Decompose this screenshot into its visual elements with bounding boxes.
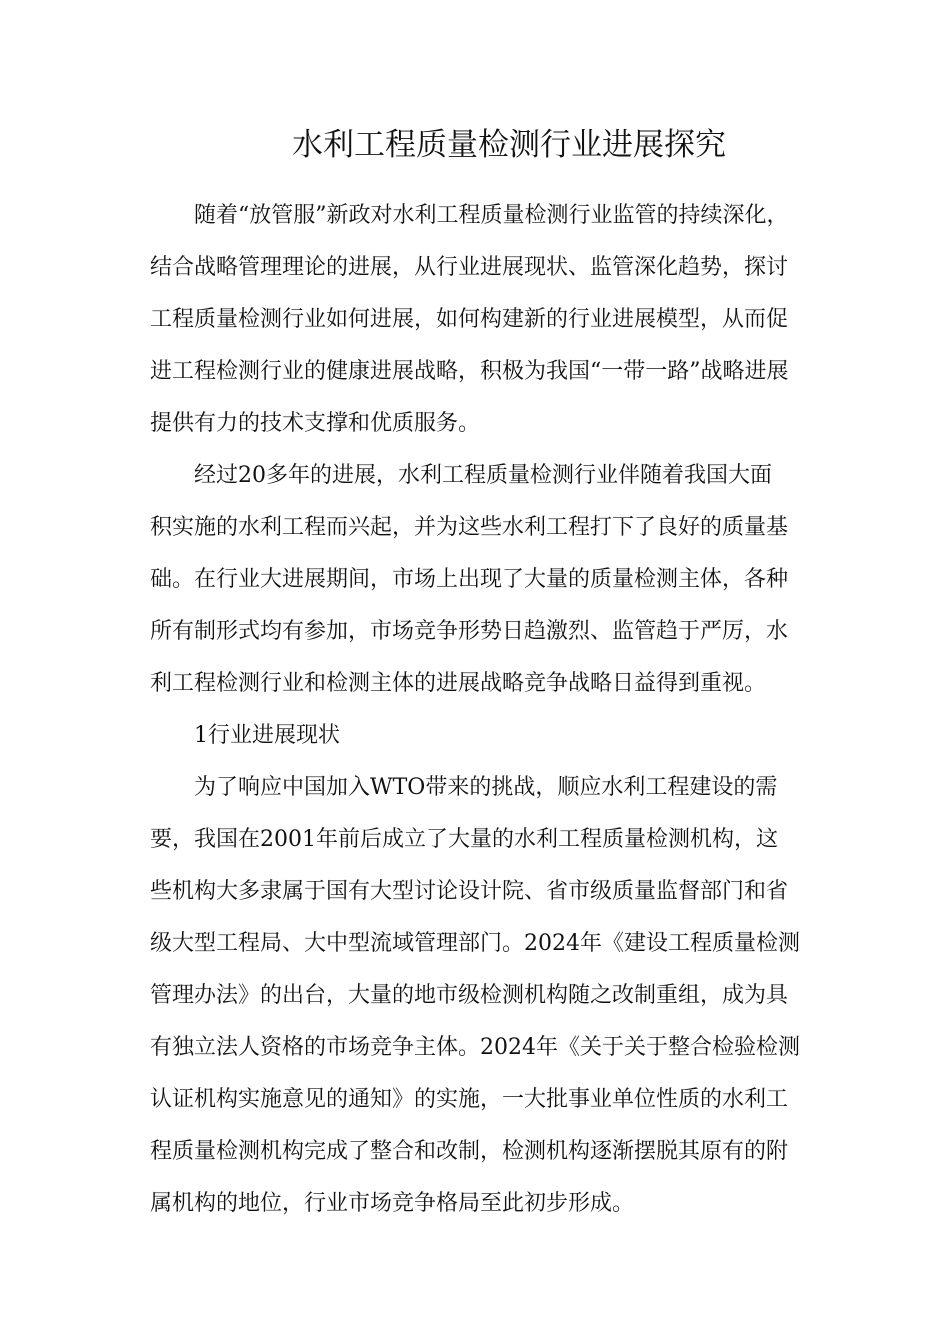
paragraph-2-line-3: 础。在行业大进展期间，市场上出现了大量的质量检测主体，各种 <box>150 567 789 592</box>
paragraph-2-line-5: 利工程检测行业和检测主体的进展战略竞争战略日益得到重视。 <box>150 671 767 696</box>
document-body <box>150 190 800 1230</box>
paragraph-3-line-3: 些机构大多隶属于国有大型讨论设计院、省市级质量监督部门和省 <box>150 879 789 904</box>
paragraph-3-line-6: 有独立法人资格的市场竞争主体。2024年《关于关于整合检验检测 <box>150 1035 800 1060</box>
paragraph-2-line-1: 经过20多年的进展，水利工程质量检测行业伴随着我国大面 <box>194 463 772 488</box>
paragraph-3-line-7: 认证机构实施意见的通知》的实施，一大批事业单位性质的水利工 <box>150 1087 789 1112</box>
paragraph-1-line-2: 结合战略管理理论的进展，从行业进展现状、监管深化趋势，探讨 <box>150 255 789 280</box>
paragraph-1-line-1: 随着“放管服”新政对水利工程质量检测行业监管的持续深化， <box>194 203 789 228</box>
document-title: 水利工程质量检测行业进展探究 <box>292 127 726 163</box>
paragraph-1-line-4: 进工程检测行业的健康进展战略，积极为我国“一带一路”战略进展 <box>150 359 789 384</box>
paragraph-1-line-3: 工程质量检测行业如何进展，如何构建新的行业进展模型，从而促 <box>150 307 789 332</box>
paragraph-2-line-2: 积实施的水利工程而兴起，并为这些水利工程打下了良好的质量基 <box>150 515 789 540</box>
paragraph-3-line-1: 为了响应中国加入WTO带来的挑战，顺应水利工程建设的需 <box>194 775 778 800</box>
paragraph-3-line-4: 级大型工程局、大中型流域管理部门。2024年《建设工程质量检测 <box>150 931 800 956</box>
paragraph-3-line-9: 属机构的地位，行业市场竞争格局至此初步形成。 <box>150 1191 635 1216</box>
paragraph-3-line-8: 程质量检测机构完成了整合和改制，检测机构逐渐摆脱其原有的附 <box>150 1139 789 1164</box>
paragraph-1-line-5: 提供有力的技术支撑和优质服务。 <box>150 411 481 436</box>
paragraph-2-line-4: 所有制形式均有参加，市场竞争形势日趋激烈、监管趋于严厉，水 <box>150 619 789 644</box>
section-heading-1: 1行业进展现状 <box>194 723 340 748</box>
paragraph-3-line-2: 要，我国在2001年前后成立了大量的水利工程质量检测机构，这 <box>150 827 778 852</box>
paragraph-3-line-5: 管理办法》的出台，大量的地市级检测机构随之改制重组，成为具 <box>150 983 789 1008</box>
